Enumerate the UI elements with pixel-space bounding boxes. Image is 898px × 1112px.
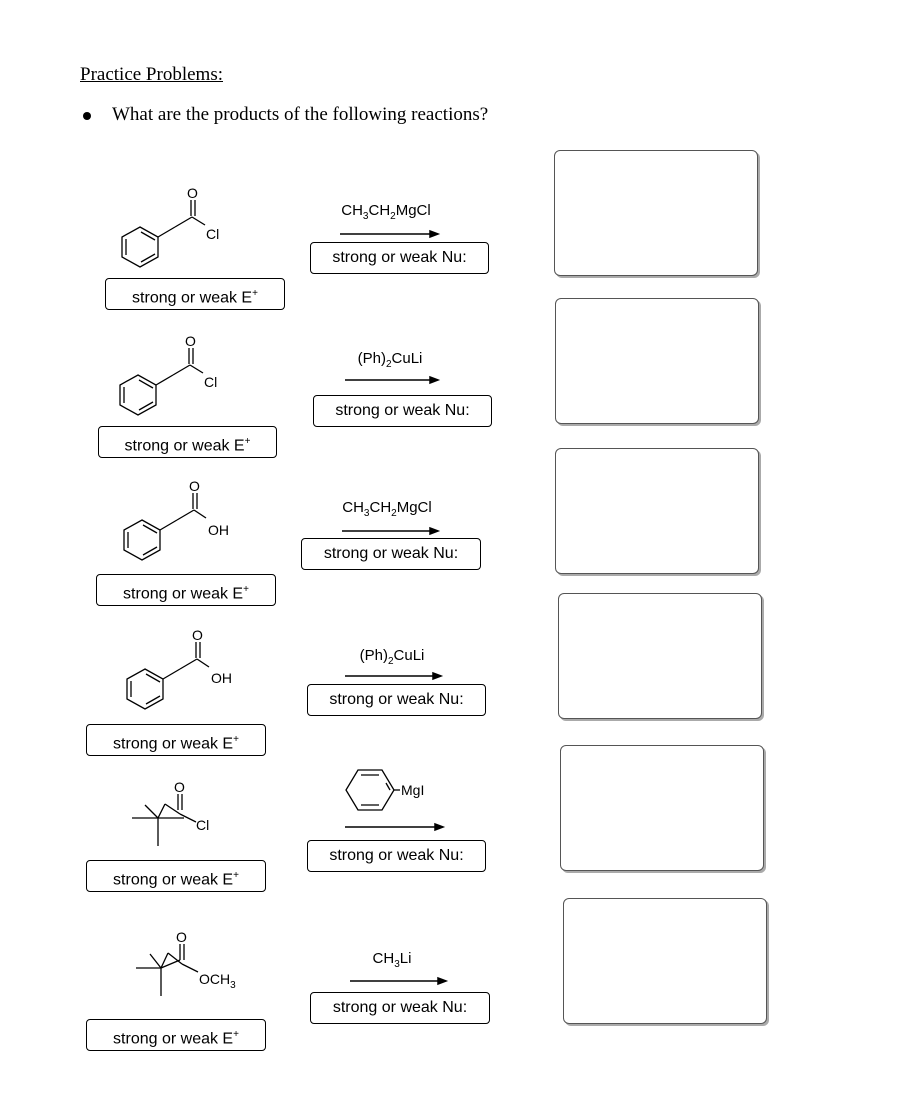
- reagent-2: $(Ph)_2CuLi$: [357, 350, 423, 370]
- electrophile-choice-2[interactable]: strong or weak E+: [98, 426, 277, 458]
- oxygen-label: O: [192, 627, 203, 643]
- methyl-pivalate: [136, 944, 198, 996]
- hydroxyl-label: OH: [211, 670, 232, 686]
- answer-box-4[interactable]: [558, 593, 762, 719]
- answer-box-2[interactable]: [555, 298, 759, 424]
- nucleophile-choice-2[interactable]: strong or weak Nu:: [313, 395, 492, 427]
- mgi-label: MgI: [401, 782, 425, 798]
- phenyl-ring-grignard: [346, 770, 400, 810]
- answer-box-5[interactable]: [560, 745, 764, 871]
- oxygen-label: O: [176, 929, 187, 945]
- nucleophile-choice-6[interactable]: strong or weak Nu:: [310, 992, 490, 1024]
- answer-box-6[interactable]: [563, 898, 767, 1024]
- page-title: Practice Problems:: [80, 64, 223, 85]
- pivaloyl-chloride: [132, 794, 196, 846]
- methoxy-label: $OCH_3$: [199, 971, 236, 991]
- oxygen-label: O: [174, 779, 185, 795]
- answer-box-1[interactable]: [554, 150, 758, 276]
- oxygen-label: O: [189, 478, 200, 494]
- reagent-1: $CH_3CH_2MgCl$: [341, 202, 431, 222]
- electrophile-choice-3[interactable]: strong or weak E+: [96, 574, 276, 606]
- oxygen-label: O: [187, 185, 198, 201]
- electrophile-choice-4[interactable]: strong or weak E+: [86, 724, 266, 756]
- question-text: What are the products of the following reactions?: [112, 104, 489, 125]
- nucleophile-choice-1[interactable]: strong or weak Nu:: [310, 242, 489, 274]
- answer-box-3[interactable]: [555, 448, 759, 574]
- electrophile-choice-1[interactable]: strong or weak E+: [105, 278, 285, 310]
- chlorine-label: Cl: [196, 817, 210, 833]
- benzoic-acid-2: [127, 642, 209, 709]
- reagent-6: $CH_3Li$: [372, 950, 412, 970]
- electrophile-choice-6[interactable]: strong or weak E+: [86, 1019, 266, 1051]
- hydroxyl-label: OH: [208, 522, 229, 538]
- nucleophile-choice-4[interactable]: strong or weak Nu:: [307, 684, 486, 716]
- nucleophile-choice-3[interactable]: strong or weak Nu:: [301, 538, 481, 570]
- reagent-4: $(Ph)_2CuLi$: [359, 647, 425, 667]
- reagent-3: $CH_3CH_2MgCl$: [342, 499, 432, 519]
- nucleophile-choice-5[interactable]: strong or weak Nu:: [307, 840, 486, 872]
- benzoyl-chloride-1: [122, 200, 205, 267]
- oxygen-label: O: [185, 333, 196, 349]
- chlorine-label: Cl: [206, 226, 220, 242]
- electrophile-choice-5[interactable]: strong or weak E+: [86, 860, 266, 892]
- benzoyl-chloride-2: [120, 348, 203, 415]
- chlorine-label: Cl: [204, 374, 218, 390]
- benzoic-acid-1: [124, 493, 206, 560]
